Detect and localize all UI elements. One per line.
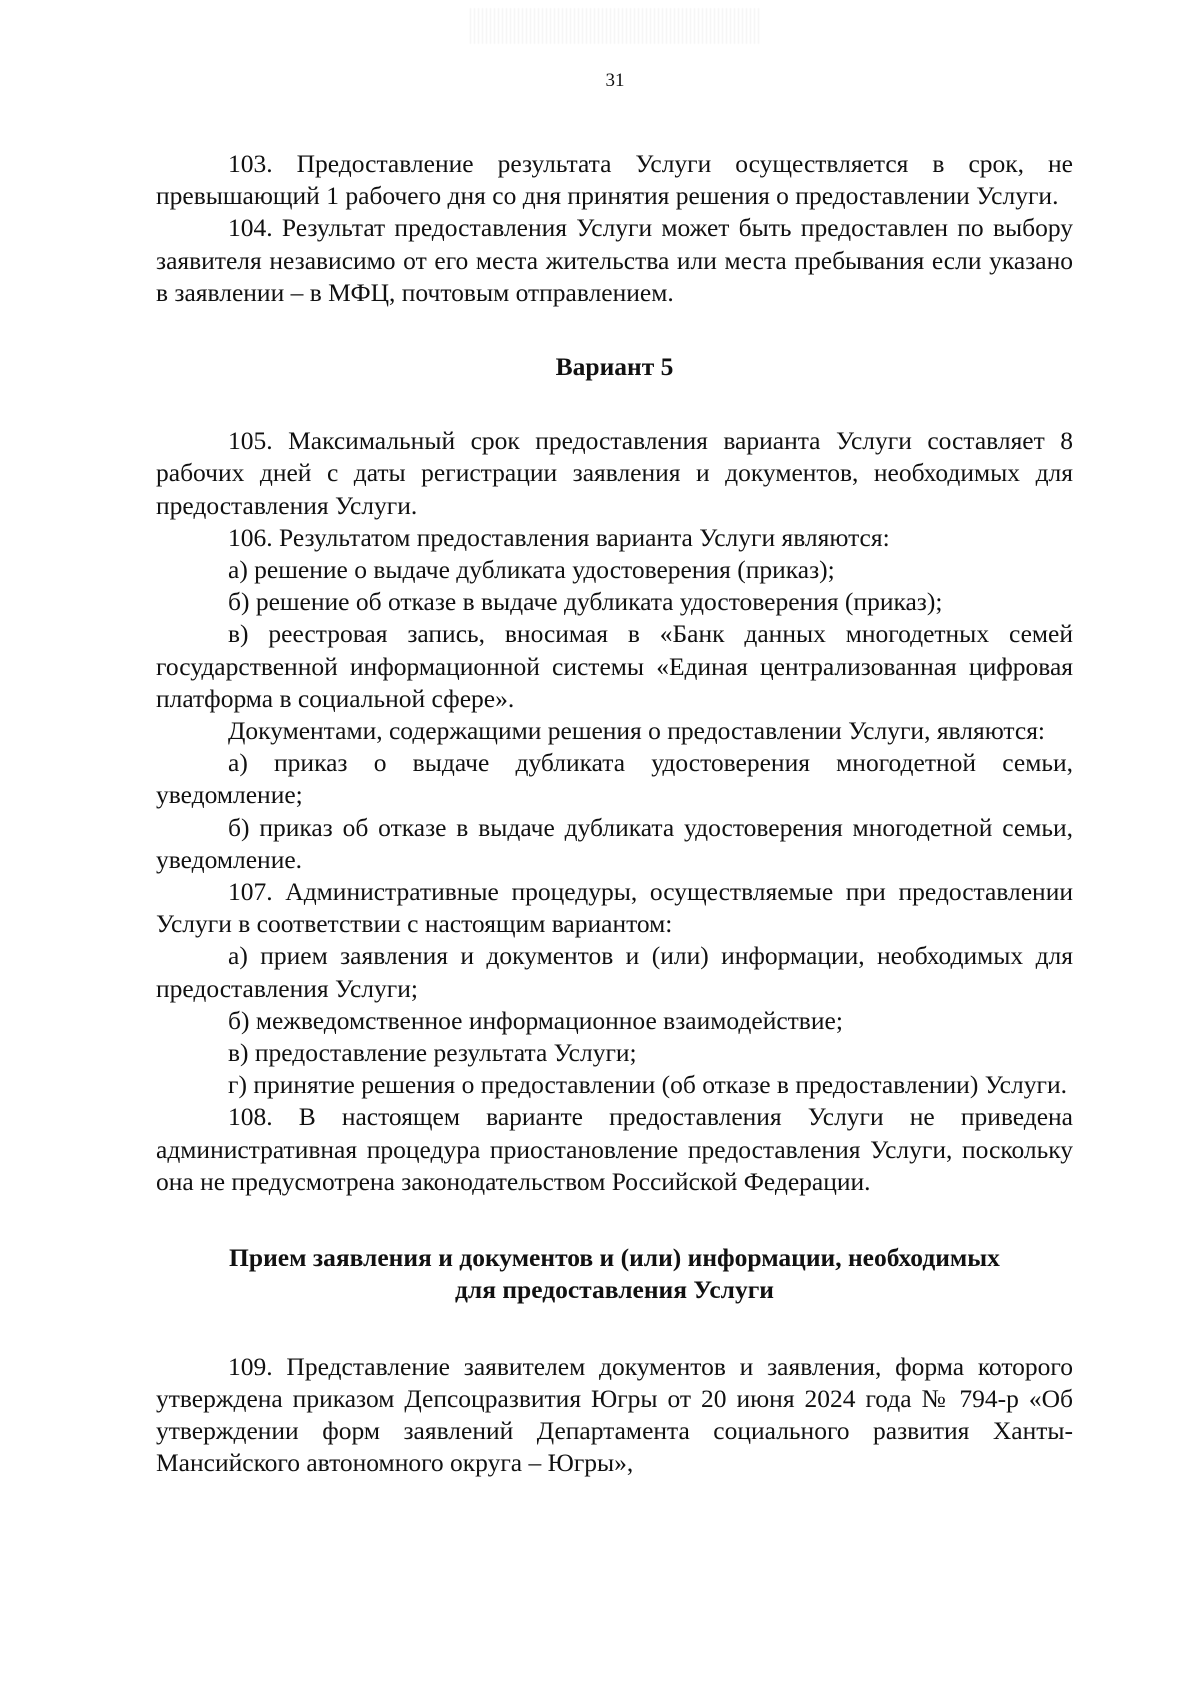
paragraph-documents: Документами, содержащими решения о предоставлении Услуги, являются: bbox=[228, 716, 1046, 746]
list-item-documents-a: а) приказ о выдаче дубликата удостоверения многодетной семьи, уведомление; bbox=[156, 748, 1073, 810]
list-item-documents-b: б) приказ об отказе в выдаче дубликата удостоверения многодетной семьи, уведомление. bbox=[156, 812, 1073, 874]
list-item-107-a: а) прием заявления и документов и (или) информации, необходимых для предоставления Услуги; bbox=[156, 941, 1073, 1003]
paragraph-109: 109. Представление заявителем документов и заявления, форма которого утверждена приказом Депсоцразвития Югры от 20 июня 2024 года № 794-р «Об утверждении форм заявлений Департамента социального развития Ханты-Мансийского автономного округа – Югры», bbox=[156, 1351, 1073, 1478]
section-heading-line-1: Прием заявления и документов и (или) информации, необходимых bbox=[229, 1243, 1000, 1273]
paragraph-103: 103. Предоставление результата Услуги осуществляется в срок, не превышающий 1 рабочего дня со дня принятия решения о предоставлении Услуги. bbox=[156, 149, 1073, 211]
section-heading-line-2: для предоставления Услуги bbox=[454, 1275, 774, 1305]
heading-variant-5: Вариант 5 bbox=[555, 352, 674, 382]
paragraph-105: 105. Максимальный срок предоставления варианта Услуги составляет 8 рабочих дней с даты регистрации заявления и документов, необходимых для предоставления Услуги. bbox=[156, 426, 1073, 520]
paragraph-106: 106. Результатом предоставления варианта Услуги являются: bbox=[228, 522, 890, 552]
list-item-106-b: б) решение об отказе в выдаче дубликата удостоверения (приказ); bbox=[228, 587, 943, 617]
scan-artifact bbox=[470, 8, 760, 44]
section-heading bbox=[156, 1242, 1073, 1306]
list-item-106-v: в) реестровая запись, вносимая в «Банк данных многодетных семей государственной информационной системы «Единая централизованная цифровая платформа в социальной сфере». bbox=[156, 619, 1073, 713]
paragraph-108: 108. В настоящем варианте предоставления Услуги не приведена административная процедура приостановление предоставления Услуги, поскольку она не предусмотрена законодательством Российской Федерации. bbox=[156, 1102, 1073, 1196]
list-item-107-g: г) принятие решения о предоставлении (об отказе в предоставлении) Услуги. bbox=[228, 1070, 1067, 1100]
list-item-107-v: в) предоставление результата Услуги; bbox=[228, 1038, 637, 1068]
document-body bbox=[156, 148, 1073, 1479]
paragraph-104: 104. Результат предоставления Услуги может быть предоставлен по выбору заявителя независимо от его места жительства или места пребывания если указано в заявлении – в МФЦ, почтовым отправлением. bbox=[156, 213, 1073, 307]
list-item-106-a: а) решение о выдаче дубликата удостоверения (приказ); bbox=[228, 555, 835, 585]
list-item-107-b: б) межведомственное информационное взаимодействие; bbox=[228, 1005, 843, 1035]
page-number: 31 bbox=[605, 70, 625, 91]
paragraph-107: 107. Административные процедуры, осуществляемые при предоставлении Услуги в соответствии с настоящим вариантом: bbox=[156, 877, 1073, 939]
